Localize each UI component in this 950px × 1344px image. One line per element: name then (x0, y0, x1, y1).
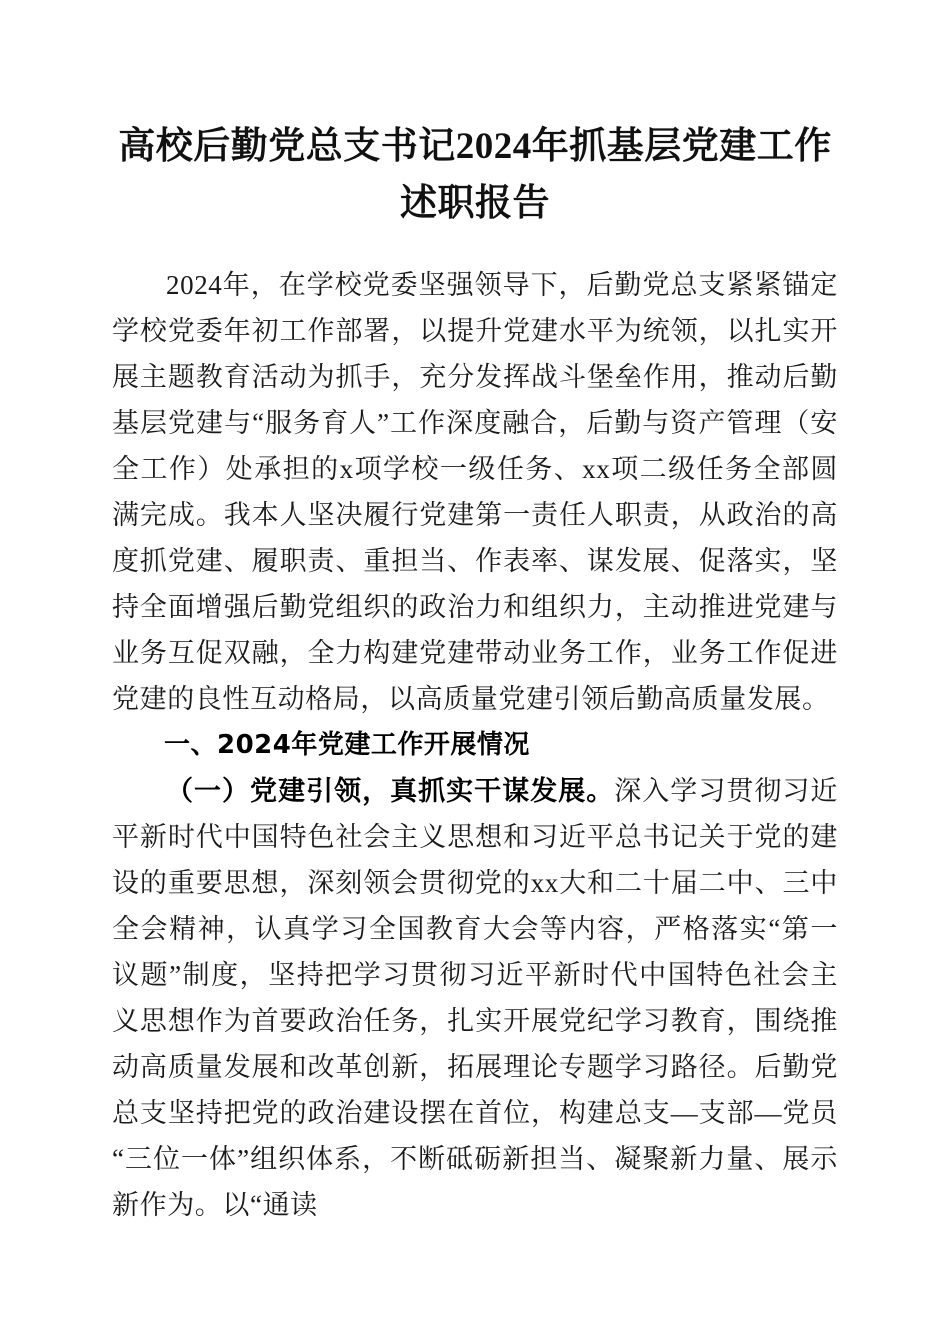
section-heading-1: 一、2024年党建工作开展情况 (164, 730, 530, 760)
paragraph-subsection-1-lead: （一）党建引领，真抓实干谋发展。 (166, 776, 615, 806)
paragraph-subsection-1 (112, 768, 838, 1228)
page-title-line-2: 述职报告 (400, 183, 550, 224)
page-title (0, 0, 950, 232)
paragraph-subsection-1-body: 深入学习贯彻习近平新时代中国特色社会主义思想和习近平总书记关于党的建设的重要思想，深刻领会贯彻党的xx大和二十届二中、三中全会精神，认真学习全国教育大会等内容，严格落实“第一议题”制度，坚持把学习贯彻习近平新时代中国特色社会主义思想作为首要政治任务，扎实开展党纪学习教育，围绕推动高质量发展和改革创新，拓展理论专题学习路径。后勤党总支坚持把党的政治建设摆在首位，构建总支—支部—党员“三位一体”组织体系，不断砥砺新担当、凝聚新力量、展示新作为。以“通读 (112, 776, 838, 1220)
paragraph-intro: 2024年，在学校党委坚强领导下，后勤党总支紧紧锚定学校党委年初工作部署，以提升党建水平为统领，以扎实开展主题教育活动为抓手，充分发挥战斗堡垒作用，推动后勤基层党建与“服务育人”工作深度融合，后勤与资产管理（安全工作）处承担的x项学校一级任务、xx项二级任务全部圆满完成。我本人坚决履行党建第一责任人职责，从政治的高度抓党建、履职责、重担当、作表率、谋发展、促落实，坚持全面增强后勤党组织的政治力和组织力，主动推进党建与业务互促双融，全力构建党建带动业务工作，业务工作促进党建的良性互动格局，以高质量党建引领后勤高质量发展。 (112, 270, 838, 714)
document-body (0, 262, 950, 1228)
page-title-line-1: 高校后勤党总支书记2024年抓基层党建工作 (118, 126, 832, 167)
